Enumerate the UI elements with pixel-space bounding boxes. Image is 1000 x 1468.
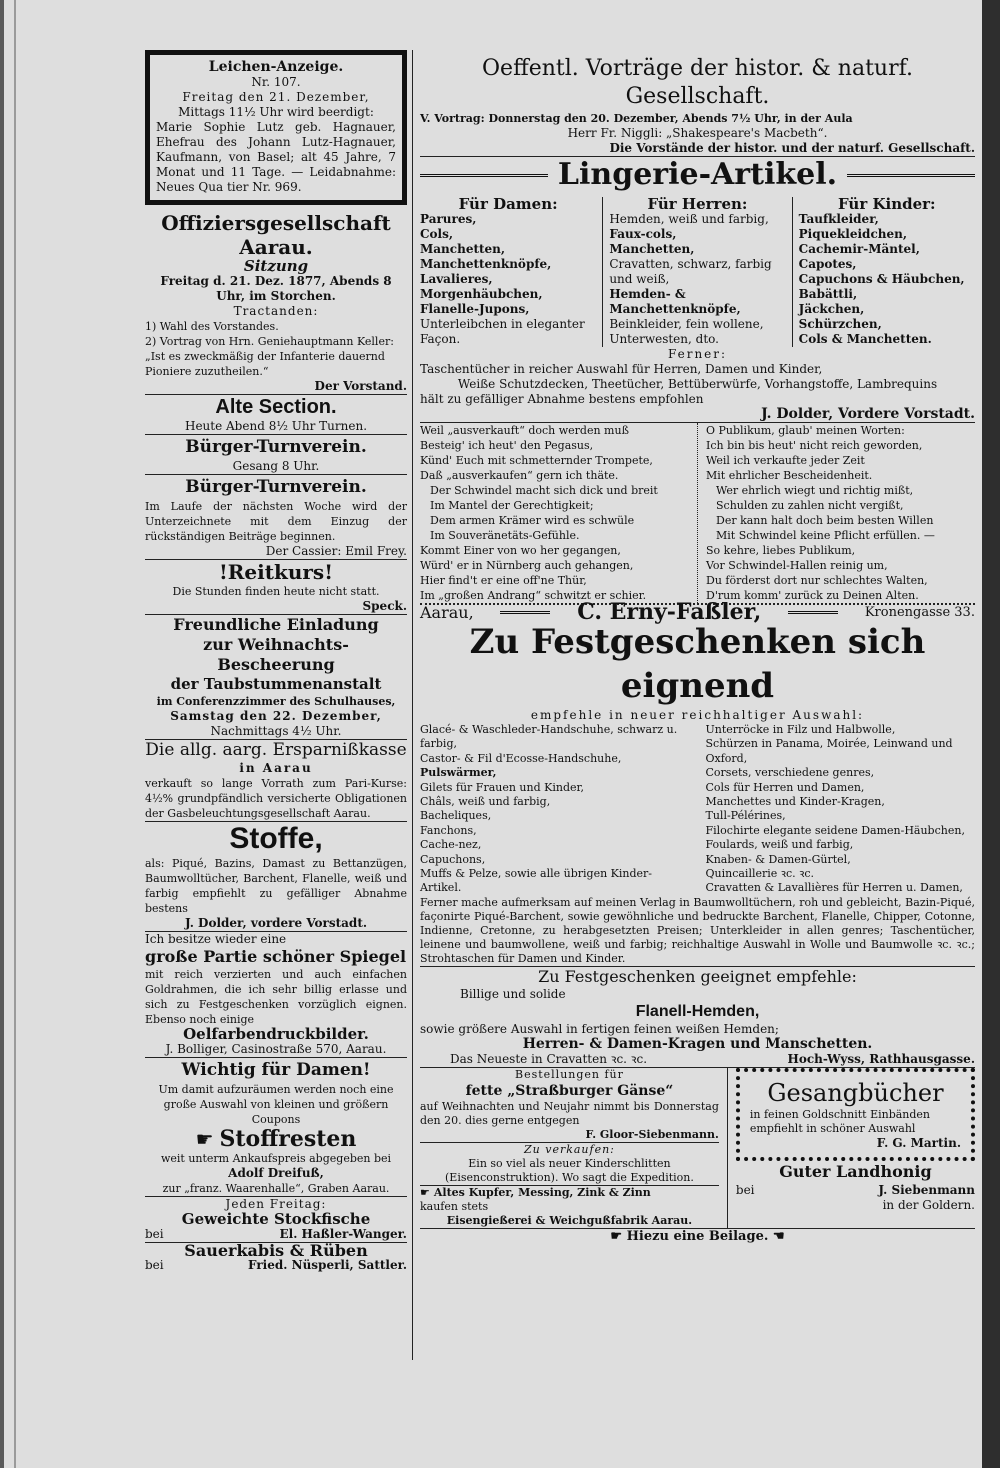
lingerie-men-item: Hemden, weiß und farbig, [609, 212, 769, 226]
hemden-l1: Zu Festgeschenken geeignet empfehle: [538, 966, 857, 986]
lingerie-sign: J. Dolder, Vordere Vorstadt. [761, 406, 975, 422]
erny-ad [420, 599, 975, 966]
lingerie-women-item: Morgenhäubchen, [420, 287, 543, 301]
erny-item: Fanchons, [420, 823, 477, 837]
lingerie-kids-item: Cachemir-Mäntel, [798, 242, 920, 256]
sled-ad [420, 1143, 719, 1185]
lingerie-women-item: Lavalieres, [420, 272, 493, 286]
mirror-intro: Ich besitze wieder eine [145, 932, 287, 946]
reit-title: !Reitkurs! [219, 560, 333, 584]
mirror-text: mit reich verzierten und auch einfachen Goldrahmen, die ich sehr billig erlasse und sich zu Festgeschenken vorzüglich eignen. Ebenso noch einige [145, 968, 407, 1026]
honey-ad [736, 1161, 975, 1213]
poem-ad [420, 423, 975, 603]
lingerie-men-item: Hemden- & Manchettenknöpfe, [609, 287, 741, 316]
poem-line: Im „großen Andrang“ schwitzt er schier. [420, 589, 647, 602]
erny-left-list [420, 723, 698, 896]
lingerie-women-item: Parures, [420, 212, 477, 226]
geese-ad [420, 1068, 719, 1142]
sled-l1: Zu verkaufen: [524, 1142, 615, 1156]
lingerie-kids-item: Piquekleidchen, [798, 227, 908, 241]
invite-l1: Freundliche Einladung [173, 615, 379, 634]
lingerie-line2: Weiße Schutzdecken, Theetücher, Bettüberwürfe, Vorhangstoffe, Lambrequins [457, 377, 938, 391]
lingerie-women-item: Manchettenknöpfe, [420, 257, 552, 271]
poem-line: Der kann halt doch beim besten Willen [716, 514, 934, 527]
section-ad [145, 395, 407, 434]
metal-sign: Eisengießerei & Weichgußfabrik Aarau. [446, 1213, 693, 1227]
kabis-ad [145, 1243, 407, 1273]
pointing-hand-icon: ☛ [195, 1126, 214, 1151]
lingerie-women-item: Unterleibchen in eleganter Façon. [420, 317, 585, 346]
honey-bei: bei [735, 1182, 755, 1197]
officers-sign: Der Vorstand. [314, 379, 407, 393]
hemden-sign: Hoch-Wyss, Rathhausgasse. [787, 1051, 975, 1066]
officers-ad [145, 211, 407, 394]
geese-l2: fette „Straßburger Gänse“ [465, 1082, 674, 1099]
erny-item: Glacé- & Waschleder-Handschuhe, schwarz u. farbig, [420, 723, 678, 751]
lingerie-men-item: Beinkleider, fein wollene, [609, 317, 764, 331]
honey-sign: J. Siebenmann [878, 1182, 975, 1197]
officers-date: Freitag d. 21. Dez. 1877, Abends 8 Uhr, im Storchen. [160, 274, 392, 303]
erny-item: Cravatten & Lavallières für Herren u. Damen, [705, 881, 963, 895]
lingerie-men [603, 197, 792, 347]
turn1-ad [145, 435, 407, 474]
lingerie-kids [793, 197, 975, 347]
erny-item: Corsets, verschiedene genres, [705, 766, 875, 780]
erny-item: Cache-nez, [420, 838, 482, 852]
songs-text: in feinen Goldschnitt Einbänden empfiehlt in schöner Auswahl [749, 1107, 931, 1135]
hemden-l4: sowie größere Auswahl in fertigen feinen weißen Hemden; [420, 1021, 779, 1036]
erny-item: Gilets für Frauen und Kinder, [420, 780, 585, 794]
songs-ad [736, 1068, 975, 1161]
poem-line: Schulden zu zahlen nicht vergißt, [716, 499, 904, 512]
stoffe-title: Stoffe, [229, 822, 323, 855]
lingerie-kids-item: Babättli, [798, 287, 858, 301]
officers-item2: 2) Vortrag von Hrn. Geniehauptmann Keller: „Ist es zweckmäßig der Infanterie dauernd Pioniere zuzutheilen.“ [145, 335, 394, 378]
reit-sign: Speck. [362, 599, 407, 613]
lingerie-ferner: Ferner: [667, 347, 728, 361]
poem-line: D'rum komm' zurück zu Deinen Alten. [706, 589, 919, 602]
lingerie-kids-item: Capuchons & Häubchen, [798, 272, 965, 286]
death-notice [145, 50, 407, 205]
invite-l5: Samstag den 22. Dezember, [170, 709, 382, 723]
invite-l6: Nachmittags 4½ Uhr. [210, 724, 342, 738]
poem-line: Vor Schwindel-Hallen reinig um, [706, 559, 888, 572]
poem-line: Kommt Einer von wo her gegangen, [420, 544, 621, 557]
fish-bei: bei [145, 1227, 164, 1241]
lecture-speaker: Herr Fr. Niggli: „Shakespeare's Macbeth“. [567, 126, 828, 140]
bank-ad [145, 740, 407, 821]
erny-item: Muffs & Pelze, sowie alle übrigen Kinder-Artikel. [420, 867, 653, 895]
lingerie-men-item: Faux-cols, [609, 227, 677, 241]
bank-l2: in Aarau [239, 761, 313, 775]
erny-item: Cols für Herren und Damen, [705, 780, 865, 794]
kabis-sign: Fried. Nüsperli, Sattler. [248, 1258, 407, 1272]
songs-title: Gesangbücher [767, 1078, 944, 1107]
hemden-l3: Flanell-Hemden, [635, 1002, 760, 1020]
turn2-ad [145, 475, 407, 559]
poem-line: Mit Schwindel keine Pflicht erfüllen. — [716, 529, 935, 542]
gutter-line [14, 0, 16, 1468]
women-text: Um damit aufzuräumen werden noch eine große Auswahl von kleinen und größern Coupons [158, 1083, 394, 1126]
invite-l2: zur Weihnachts-Bescheerung [203, 635, 349, 674]
lingerie-women-item: Flanelle-Jupons, [420, 302, 530, 316]
honey-loc: in der Goldern. [882, 1197, 975, 1212]
women-sign: Adolf Dreifuß, [228, 1166, 324, 1180]
hemden-l5: Herren- & Damen-Kragen und Manschetten. [522, 1035, 873, 1052]
fish-ad [145, 1197, 407, 1242]
lingerie-kids-item: Cols & Manchetten. [798, 332, 932, 346]
mirror-title: große Partie schöner Spiegel [145, 947, 407, 966]
officers-title: Offiziersgesellschaft Aarau. [161, 211, 391, 259]
turn2-title: Bürger-Turnverein. [185, 477, 367, 497]
women-ad [145, 1058, 407, 1196]
lingerie-women-item: Manchetten, [420, 242, 506, 256]
poem-line: Hier find't er eine off'ne Thür, [420, 574, 587, 587]
bank-l1: Die allg. aarg. Ersparnißkasse [145, 740, 407, 760]
right-column [420, 55, 975, 1244]
death-title: Leichen-Anzeige. [208, 59, 344, 75]
lecture-sign: Die Vorstände der histor. und der naturf. Gesellschaft. [609, 141, 975, 155]
page-edge-shadow [982, 0, 1000, 1468]
poem-line: Im Souveränetäts-Gefühle. [430, 529, 580, 542]
lingerie-kids-item: Taufkleider, [798, 212, 879, 226]
fish-l1: Jeden Freitag: [225, 1197, 327, 1211]
poem-right [698, 423, 975, 603]
hemden-ad [420, 967, 975, 1067]
turn1-title: Bürger-Turnverein. [185, 437, 367, 457]
geese-sign: F. Gloor-Siebenmann. [585, 1127, 719, 1141]
invite-ad [145, 615, 407, 739]
lingerie-kids-head: Für Kinder: [838, 195, 936, 213]
erny-item: Schürzen in Panama, Moirée, Leinwand und Oxford, [705, 737, 953, 765]
poem-line: Im Mantel der Gerechtigkeit; [430, 499, 594, 512]
reit-ad [145, 560, 407, 614]
women-title2: Stoffresten [219, 1126, 357, 1152]
poem-line: Würd' er in Nürnberg auch gehangen, [420, 559, 634, 572]
hemden-l6: Das Neueste in Cravatten ꝛc. ꝛc. [450, 1051, 648, 1066]
lingerie-line3: hält zu gefälliger Abnahme bestens empfohlen [420, 392, 704, 406]
songs-sign: F. G. Martin. [876, 1135, 961, 1150]
poem-line: Wer ehrlich wiegt und richtig mißt, [716, 484, 914, 497]
lingerie-kids-item: Jäckchen, [798, 302, 865, 316]
women-text2: weit unterm Ankaufspreis abgegeben bei [160, 1152, 392, 1165]
death-line1: Freitag den 21. Dezember, [182, 90, 370, 104]
fish-sign: El. Haßler-Wanger. [279, 1227, 407, 1241]
erny-item: Capuchons, [420, 852, 486, 866]
mirror-title2: Oelfarbendruckbilder. [183, 1025, 369, 1043]
lingerie-women-item: Cols, [420, 227, 454, 241]
lecture-title: Oeffentl. Vorträge der histor. & naturf. Gesellschaft. [482, 56, 913, 109]
turn2-text: Im Laufe der nächsten Woche wird der Unterzeichnete mit dem Einzug der rückständigen Beiträge beginnen. [145, 500, 407, 543]
lecture-ad [420, 55, 975, 156]
erny-item: Tull-Pélérines, [705, 809, 786, 823]
erny-right-list [698, 723, 976, 896]
hemden-l2: Billige und solide [460, 986, 566, 1001]
poem-line: Du förderst dort nur schlechtes Walten, [706, 574, 928, 587]
poem-line: So kehre, liebes Publikum, [706, 544, 856, 557]
erny-item: Manchettes und Kinder-Kragen, [705, 795, 885, 809]
turn1-text: Gesang 8 Uhr. [232, 459, 320, 473]
poem-line: Weil ich verkaufte jeder Zeit [706, 454, 865, 467]
erny-title: Zu Festgeschenken sich eignend [469, 622, 926, 706]
erny-item: Pulswärmer, [420, 766, 497, 780]
women-sign2: zur „franz. Waarenhalle“, Graben Aarau. [162, 1182, 390, 1195]
column-divider [412, 50, 413, 1360]
stoffe-text: als: Piqué, Bazins, Damast zu Bettanzügen, Baumwolltücher, Barchent, Flanelle, weiß und farbig empfiehlt zu gefälliger Abnahme bestens [145, 857, 407, 915]
lingerie-line1: Taschentücher in reicher Auswahl für Herren, Damen und Kinder, [420, 362, 823, 376]
lingerie-kids-item: Schürzchen, [798, 317, 882, 331]
section-text: Heute Abend 8½ Uhr Turnen. [184, 419, 368, 433]
erny-sub: empfehle in neuer reichhaltiger Auswahl: [530, 708, 865, 722]
lecture-line: V. Vortrag: Donnerstag den 20. Dezember, Abends 7½ Uhr, in der Aula [420, 112, 853, 125]
officers-item1: 1) Wahl des Vorstandes. [145, 320, 279, 333]
erny-item: Castor- & Fil d'Ecosse-Handschuhe, [420, 751, 622, 765]
sled-l2: Ein so viel als neuer Kinderschlitten (Eisenconstruktion). Wo sagt die Expedition. [445, 1156, 694, 1184]
pointing-hand-icon: ☛ [420, 1185, 430, 1199]
poem-line: Künd' Euch mit schmetternder Trompete, [420, 454, 653, 467]
lingerie-women [420, 197, 603, 347]
poem-line: O Publikum, glaub' meinen Worten: [706, 424, 905, 437]
lingerie-men-head: Für Herren: [647, 195, 748, 213]
invite-l3: der Taubstummenanstalt [170, 675, 382, 693]
footer-text: Hiezu eine Beilage. [626, 1228, 769, 1244]
geese-l1: Bestellungen für [514, 1067, 624, 1081]
death-number: Nr. 107. [251, 75, 301, 89]
mirror-ad [145, 932, 407, 1057]
erny-item: Filochirte elegante seidene Damen-Häubchen, [705, 823, 965, 837]
erny-name: C. Erny-Faßler, [577, 599, 762, 625]
turn2-sign: Der Cassier: Emil Frey. [265, 544, 407, 558]
women-title: Wichtig für Damen! [181, 1060, 371, 1080]
erny-item: Châls, weiß und farbig, [420, 795, 551, 809]
erny-item: Knaben- & Damen-Gürtel, [705, 852, 851, 866]
lingerie-title: Lingerie-Artikel. [557, 157, 838, 192]
poem-line: Weil „ausverkauft“ doch werden muß [420, 424, 629, 437]
lingerie-kids-item: Capotes, [798, 257, 857, 271]
officers-agenda: Tractanden: [233, 304, 319, 318]
stoffe-sign: J. Dolder, vordere Vorstadt. [184, 916, 368, 930]
section-title: Alte Section. [215, 396, 337, 418]
left-column [145, 50, 407, 1273]
erny-bottom: Ferner mache aufmerksam auf meinen Verlag in Baumwolltüchern, roh und gebleicht, Bazin-Piqué, façonirte Piqué-Barchent, sowie gewöhnliche und bedruckte Barchent, Flanelle, Chipper, Cotonne, Indienne, Cretonne, zu herabgesetzten Preisen; Unterkleider in allen genres; Taschentücher, leinene und baumwollene, weiß und farbig; reichhaltige Auswahl in Wolle und Baumwolle ꝛc. ꝛc.; Strohtaschen für Damen und Kinder. [420, 895, 975, 965]
erny-item: Quincaillerie ꝛc. ꝛc. [705, 867, 815, 881]
metal-l1: Altes Kupfer, Messing, Zink & Zinn [433, 1185, 651, 1199]
death-text: Marie Sophie Lutz geb. Hagnauer, Ehefrau des Johann Lutz-Hagnauer, Kaufmann, von Basel; alt 45 Jahre, 7 Monat und 11 Tage. — Leidabnahme: Neues Qua tier Nr. 969. [156, 120, 396, 194]
erny-item: Bacheliques, [420, 809, 492, 823]
lingerie-men-item: Cravatten, schwarz, farbig und weiß, [609, 257, 772, 286]
erny-city: Aarau, [420, 603, 474, 622]
stoffe-ad [145, 822, 407, 931]
reit-text: Die Stunden finden heute nicht statt. [172, 585, 380, 598]
kabis-title: Sauerkabis & Rüben [184, 1241, 368, 1260]
poem-line: Daß „ausverkaufen“ gern ich thäte. [420, 469, 619, 482]
erny-addr: Kronengasse 33. [864, 605, 975, 620]
poem-line: Mit ehrlicher Bescheidenheit. [706, 469, 873, 482]
erny-item: Foulards, weiß und farbig, [705, 838, 854, 852]
lingerie-men-item: Unterwesten, dto. [609, 332, 719, 346]
metal-ad [420, 1186, 719, 1228]
poem-line: Besteig' ich heut' den Pegasus, [420, 439, 594, 452]
mirror-sign: J. Bolliger, Casinostraße 570, Aarau. [165, 1042, 387, 1056]
poem-line: Ich bin bis heut' nicht reich geworden, [706, 439, 923, 452]
pointing-hand-icon: ☚ [768, 1228, 785, 1244]
erny-item: Unterröcke in Filz und Halbwolle, [705, 723, 896, 736]
lingerie-women-head: Für Damen: [458, 195, 558, 213]
poem-left [420, 423, 698, 603]
lingerie-men-item: Manchetten, [609, 242, 695, 256]
poem-line: Der Schwindel macht sich dick und breit [430, 484, 658, 497]
footer-note [420, 1229, 975, 1244]
geese-l3: auf Weihnachten und Neujahr nimmt bis Donnerstag den 20. dies gerne entgegen [420, 1099, 719, 1127]
death-line2: Mittags 11½ Uhr wird beerdigt: [178, 105, 374, 119]
kabis-bei: bei [145, 1258, 164, 1272]
pointing-hand-icon: ☛ [610, 1228, 627, 1244]
bank-text: verkauft so lange Vorrath zum Pari-Kurse: 4½% grundpfändlich versicherte Obligationen der Gasbeleuchtungsgesellschaft Aarau. [145, 777, 407, 820]
metal-l2: kaufen stets [420, 1199, 489, 1213]
officers-meeting: Sitzung [243, 257, 309, 275]
poem-line: Dem armen Krämer wird es schwüle [430, 514, 635, 527]
honey-title: Guter Landhonig [779, 1161, 932, 1181]
fish-l2: Geweichte Stockfische [181, 1210, 371, 1228]
lingerie-ad [420, 157, 975, 422]
invite-l4: im Conferenzzimmer des Schulhauses, [156, 695, 396, 708]
